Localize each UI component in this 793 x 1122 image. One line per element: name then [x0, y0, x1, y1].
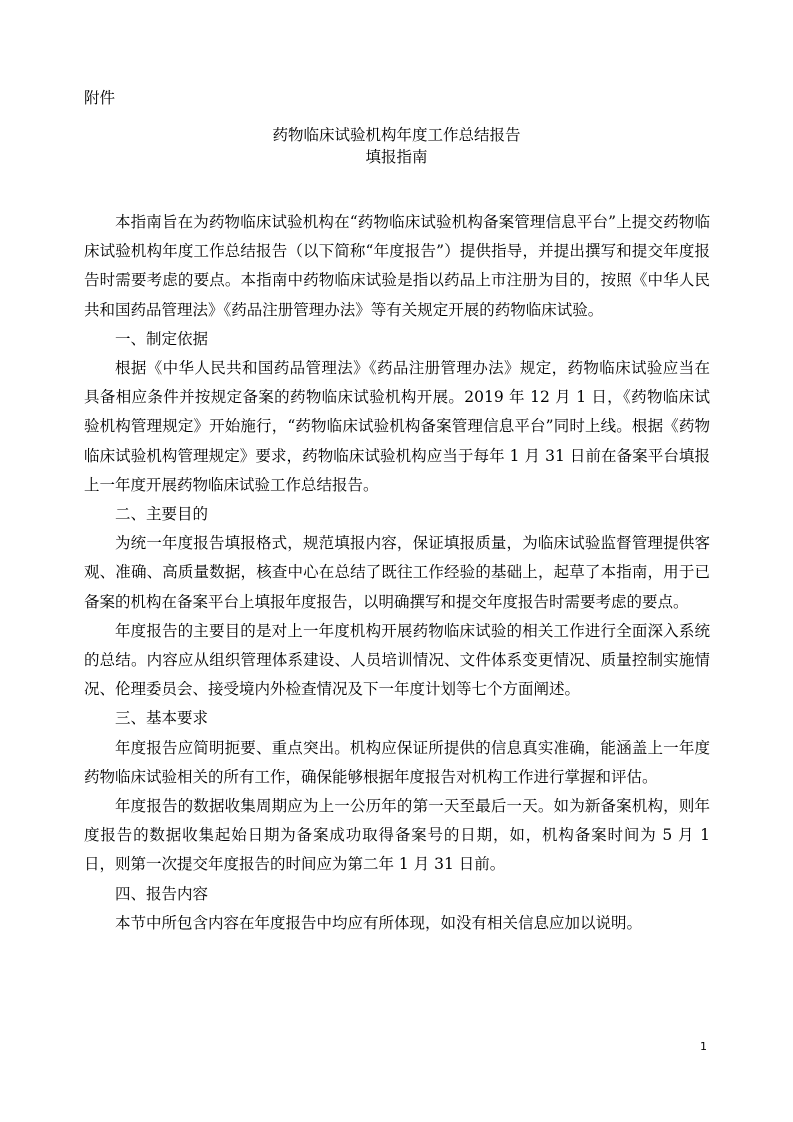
section-heading-requirements: 三、基本要求 — [115, 709, 209, 728]
purpose-paragraph-2: 年度报告的主要目的是对上一年度机构开展药物临床试验的相关工作进行全面深入系统的总结。内容应从组织管理体系建设、人员培训情况、文件体系变更情况、质量控制实施情况、伦理委员会、接受境内外检查情况及下一年度计划等七个方面阐述。 — [84, 621, 710, 699]
section-heading-purpose: 二、主要目的 — [115, 505, 209, 524]
document-body — [84, 208, 710, 938]
content-paragraph-1: 本节中所包含内容在年度报告中均应有所体现，如没有相关信息应加以说明。 — [115, 913, 643, 932]
attachment-label: 附件 — [84, 89, 116, 107]
title-line-2: 填报指南 — [365, 148, 428, 166]
basis-paragraph: 根据《中华人民共和国药品管理法》《药品注册管理办法》规定，药物临床试验应当在具备相应条件并按规定备案的药物临床试验机构开展。2019 年 12 月 1 日，《药物临床试验机构管理规定》开始施行，“药物临床试验机构备案管理信息平台”同时上线。根据《药物临床试验机构管理规定》要求，药物临床试验机构应当于每年 1 月 31 日前在备案平台填报上一年度开展药物临床试验工作总结报告。 — [84, 359, 710, 494]
purpose-paragraph-1: 为统一年度报告填报格式，规范填报内容，保证填报质量，为临床试验监督管理提供客观、准确、高质量数据，核查中心在总结了既往工作经验的基础上，起草了本指南，用于已备案的机构在备案平台上填报年度报告，以明确撰写和提交年度报告时需要考虑的要点。 — [84, 534, 710, 611]
requirements-paragraph-2: 年度报告的数据收集周期应为上一公历年的第一天至最后一天。如为新备案机构，则年度报告的数据收集起始日期为备案成功取得备案号的日期，如，机构备案时间为 5 月 1 日，则第一次提交年度报告的时间应为第二年 1 月 31 日前。 — [84, 797, 710, 874]
title-line-1: 药物临床试验机构年度工作总结报告 — [272, 126, 521, 144]
requirements-paragraph-1: 年度报告应简明扼要、重点突出。机构应保证所提供的信息真实准确，能涵盖上一年度药物临床试验相关的所有工作，确保能够根据年度报告对机构工作进行掌握和评估。 — [84, 738, 710, 786]
intro-paragraph: 本指南旨在为药物临床试验机构在“药物临床试验机构备案管理信息平台”上提交药物临床试验机构年度工作总结报告（以下简称“年度报告”）提供指导，并提出撰写和提交年度报告时需要考虑的要点。本指南中药物临床试验是指以药品上市注册为目的，按照《中华人民共和国药品管理法》《药品注册管理办法》等有关规定开展的药物临床试验。 — [84, 213, 710, 319]
document-title — [0, 124, 793, 168]
section-heading-content: 四、报告内容 — [115, 884, 209, 903]
page-number: 1 — [700, 1040, 707, 1053]
section-heading-basis: 一、制定依据 — [115, 329, 209, 348]
